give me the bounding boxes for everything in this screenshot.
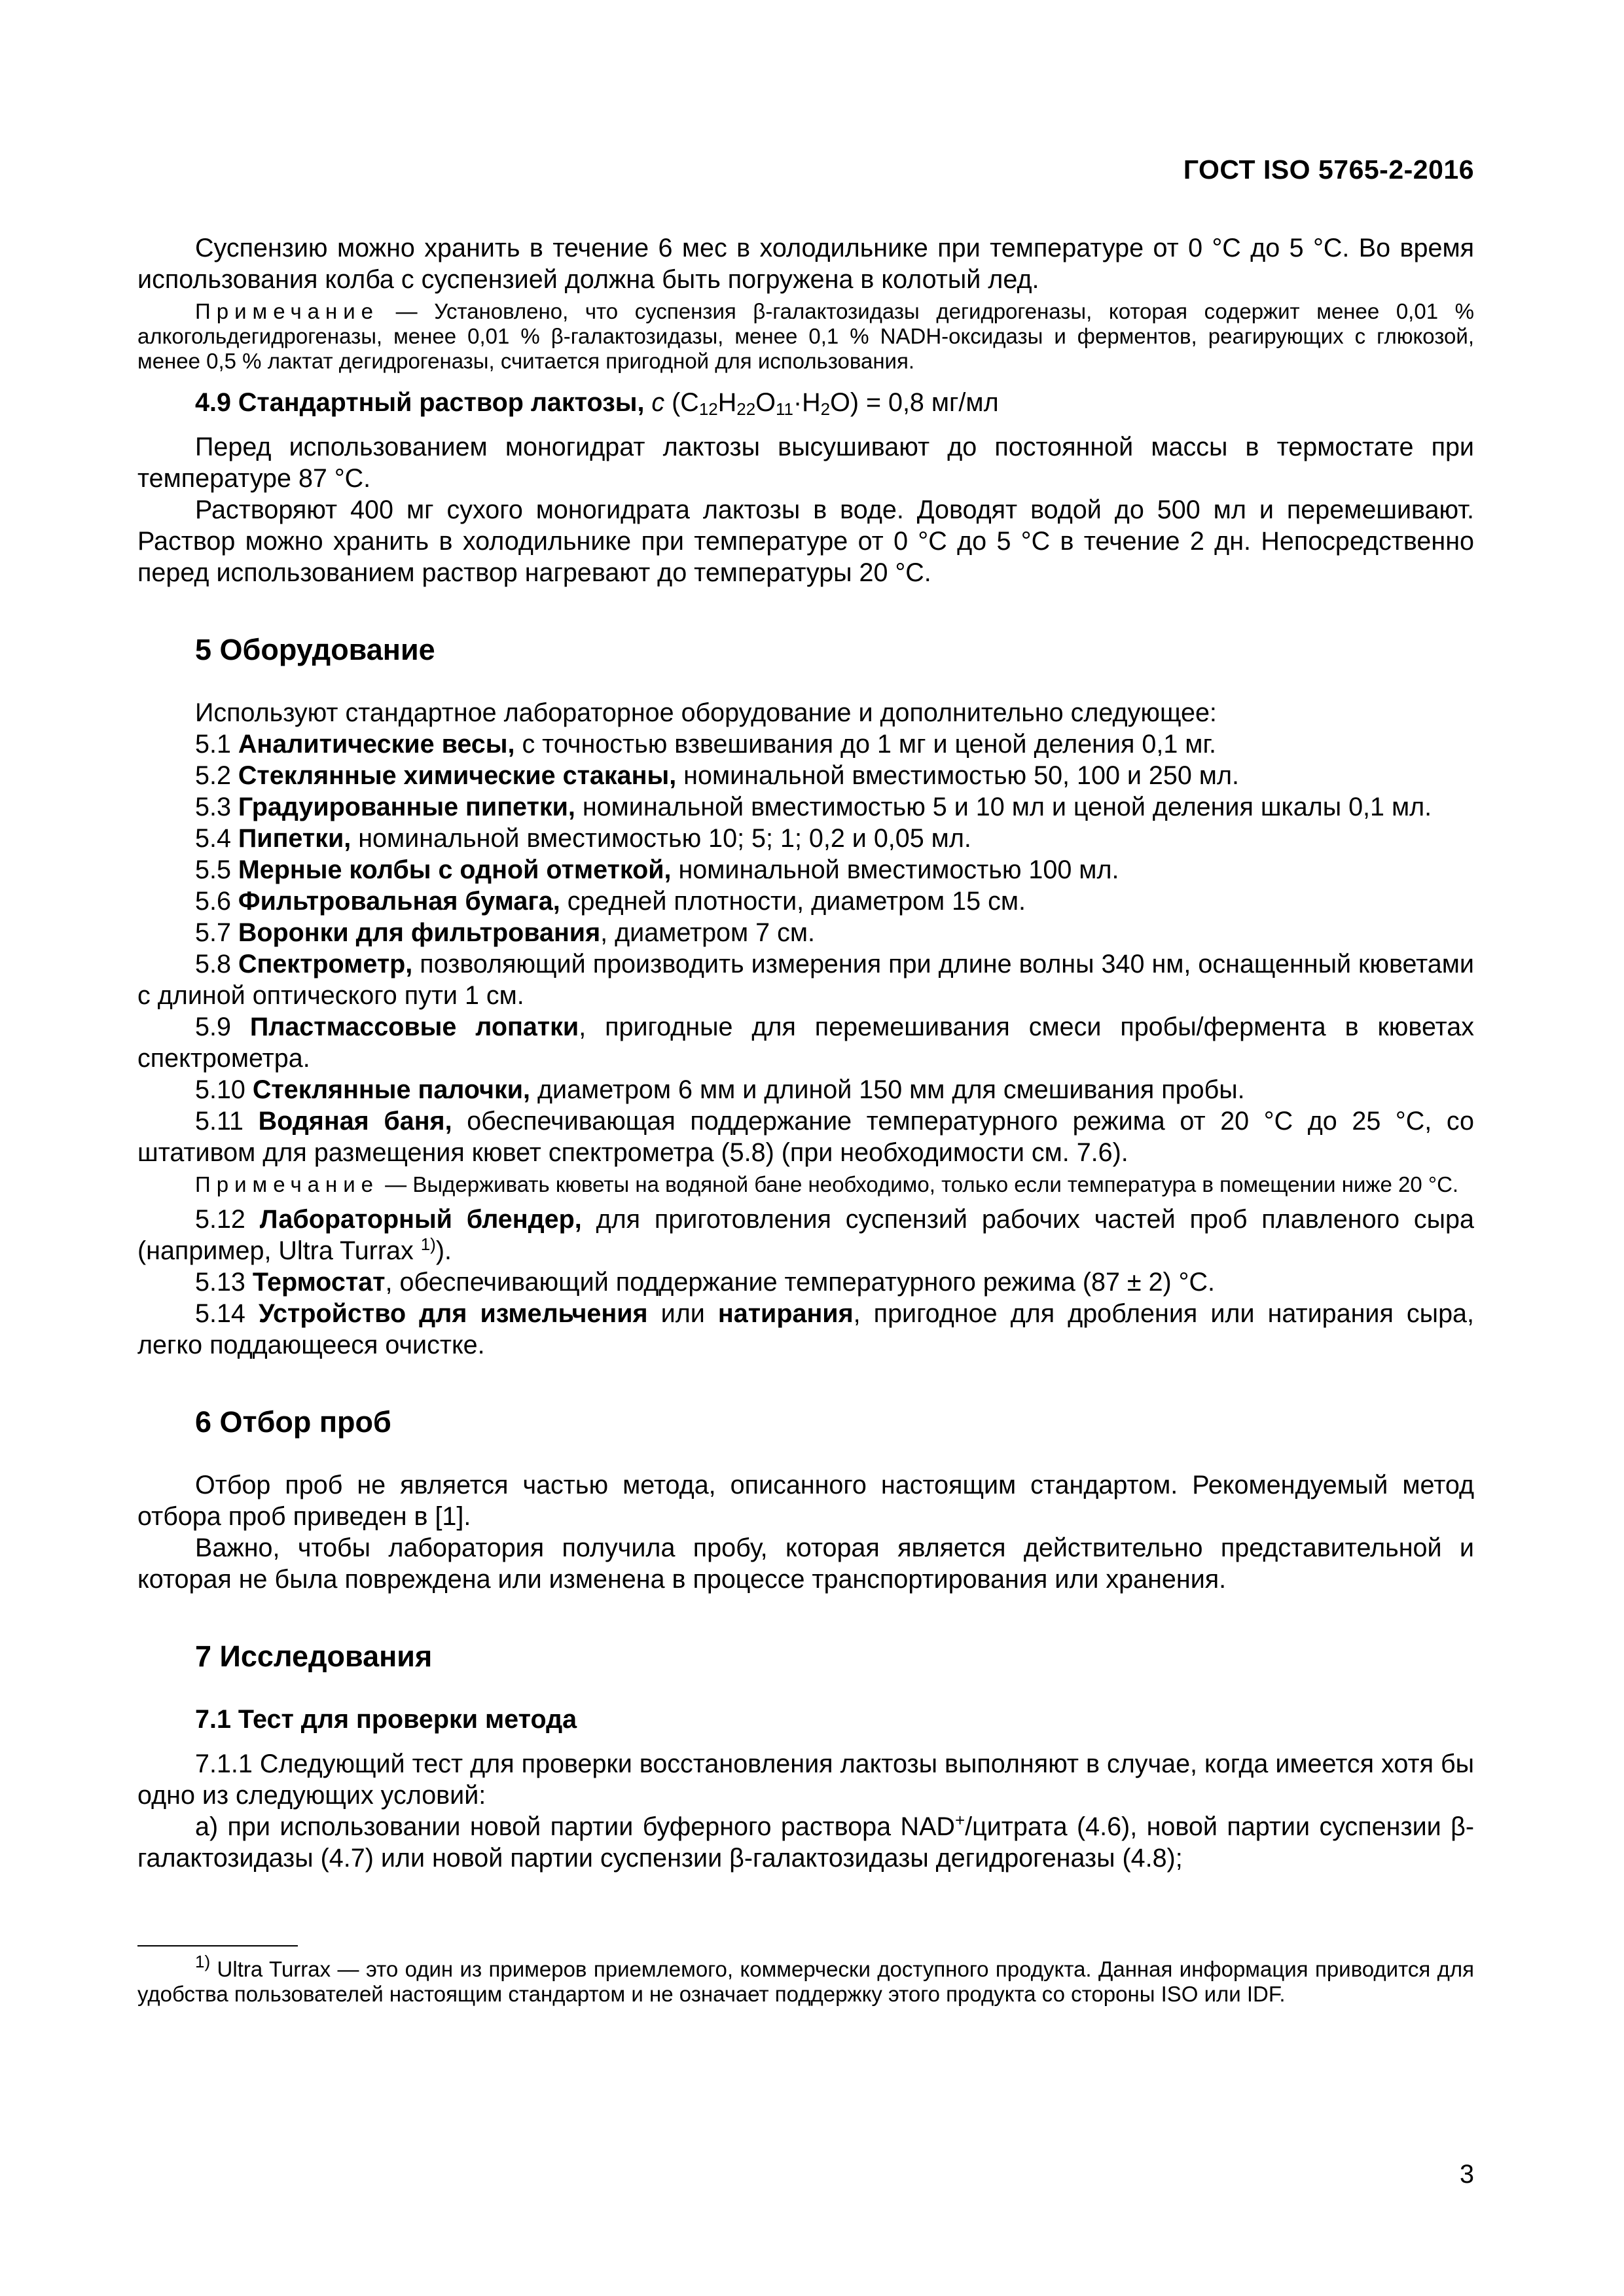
section-5-heading	[195, 633, 1474, 667]
footnote	[137, 1952, 1474, 2007]
formula-sub: 22	[736, 399, 756, 419]
note-text: — Выдерживать кюветы на водяной бане необходимо, только если температура в помещении ниже 20 °С.	[379, 1172, 1459, 1196]
paragraph: Отбор проб не является частью метода, описанного настоящим стандартом. Рекомендуемый метод отбора проб приведен в [1].	[137, 1471, 1474, 1531]
item-text: диаметром 6 мм и длиной 150 мм для смешивания пробы.	[530, 1075, 1245, 1104]
item-number: 5.11	[195, 1107, 259, 1136]
section-number: 6	[195, 1405, 212, 1439]
item-text: обеспечивающая поддержание температурного режима от 20 °С до 25 °С, со штативом для размещения кювет спектрометра (5.8) (при необходимости см. 7.6).	[137, 1107, 1474, 1167]
item-term: Лабораторный блендер,	[259, 1205, 582, 1234]
item-number: 5.10	[195, 1075, 253, 1104]
list-item	[137, 917, 1474, 948]
note	[137, 299, 1474, 374]
item-text: с точностью взвешивания до 1 мг и ценой деления 0,1 мг.	[514, 730, 1217, 759]
section-6-heading	[195, 1405, 1474, 1439]
item-number: 5.8	[195, 950, 238, 978]
list-item	[137, 760, 1474, 791]
item-number: 5.3	[195, 793, 238, 821]
paragraph: Важно, чтобы лаборатория получила пробу, которая является действительно представительной и которая не была повреждена или изменена в процессе транспортирования или хранения.	[137, 1534, 1474, 1594]
item-text: , обеспечивающий поддержание температурного режима (87 ± 2) °С.	[385, 1268, 1215, 1297]
item-text: номинальной вместимостью 10; 5; 1; 0,2 и 0,05 мл.	[351, 824, 971, 853]
list-item	[137, 1266, 1474, 1298]
item-text: номинальной вместимостью 50, 100 и 250 мл.	[676, 761, 1239, 790]
item-number: 5.2	[195, 761, 238, 790]
paragraph: Используют стандартное лабораторное оборудование и дополнительно следующее:	[195, 698, 1217, 727]
list-item	[137, 948, 1474, 1011]
standard-number: ГОСТ ISO 5765-2-2016	[1183, 154, 1474, 185]
item-term: Стеклянные химические стаканы,	[238, 761, 677, 790]
paragraph: Перед использованием моногидрат лактозы высушивают до постоянной массы в термостате при температуре 87 °С.	[137, 433, 1474, 493]
item-term: Аналитические весы,	[238, 730, 515, 759]
section-title: Отбор проб	[219, 1405, 391, 1439]
item-number: 5.13	[195, 1268, 253, 1297]
item-text: /цитрата (4.6), новой партии суспензии β-галактозидазы (4.7) или новой партии суспензии β-галактозидазы дегидрогеназы (4.8);	[137, 1812, 1474, 1873]
item-term: Фильтровальная бумага,	[238, 887, 560, 916]
superscript: +	[954, 1810, 965, 1830]
list-item	[137, 1105, 1474, 1168]
section-title: 4.9 Стандартный раствор лактозы,	[195, 388, 645, 417]
formula-sub: 2	[820, 399, 831, 419]
section-number: 5	[195, 633, 212, 666]
item-text: номинальной вместимостью 100 мл.	[671, 855, 1119, 884]
item-term: Мерные колбы с одной отметкой,	[238, 855, 672, 884]
item-term: Воронки для фильтрования	[238, 918, 601, 947]
section-7-heading	[195, 1640, 1474, 1674]
item-number: 5.4	[195, 824, 238, 853]
document-page	[137, 0, 1474, 2296]
footnote-mark: 1)	[195, 1952, 211, 1971]
section-4-9-heading	[137, 387, 1474, 418]
item-term: Спектрометр,	[238, 950, 413, 978]
item-text: для приготовления суспензий рабочих частей проб плавленого сыра (например, Ultra Turrax	[137, 1205, 1474, 1265]
section-title: Оборудование	[219, 633, 435, 666]
paragraph: Растворяют 400 мг сухого моногидрата лактозы в воде. Доводят водой до 500 мл и перемешивают. Раствор можно хранить в холодильнике при температуре от 0 °С до 5 °С в течение 2 дн. Непосредственно перед использованием раствор нагревают до температуры 20 °С.	[137, 495, 1474, 587]
item-term: Пластмассовые лопатки	[249, 1013, 579, 1041]
item-number: 5.7	[195, 918, 238, 947]
formula-part: ·H	[793, 388, 821, 417]
item-number: 5.14	[195, 1299, 259, 1328]
paragraph: Суспензию можно хранить в течение 6 мес в холодильнике при температуре от 0 °С до 5 °С. Во время использования колба с суспензией должна быть погружена в колотый лед.	[137, 234, 1474, 294]
item-term: Стеклянные палочки,	[252, 1075, 530, 1104]
item-text: ).	[435, 1236, 452, 1265]
list-item	[137, 823, 1474, 854]
item-term: Водяная баня,	[258, 1107, 452, 1136]
item-term: Устройство для измельчения	[258, 1299, 648, 1328]
formula-sub: 11	[775, 399, 793, 419]
formula-symbol: c	[651, 388, 665, 417]
formula-part: O	[755, 388, 776, 417]
paragraph: 7.1.1 Следующий тест для проверки восстановления лактозы выполняют в случае, когда имеется хотя бы одно из следующих условий:	[137, 1749, 1474, 1810]
list-item	[137, 1074, 1474, 1105]
item-term: Пипетки,	[238, 824, 352, 853]
item-term: Термостат	[252, 1268, 386, 1297]
list-item	[137, 1811, 1474, 1874]
item-number: 5.5	[195, 855, 238, 884]
list-item	[137, 1298, 1474, 1361]
note-label: Примечание	[195, 299, 380, 323]
subsection-7-1-heading: 7.1 Тест для проверки метода	[195, 1705, 577, 1734]
item-text: номинальной вместимостью 5 и 10 мл и ценой деления шкалы 0,1 мл.	[575, 793, 1432, 821]
footnote-text: Ultra Turrax — это один из примеров приемлемого, коммерчески доступного продукта. Данная информация приводится для удобства пользователей настоящим стандартом и не означает поддержку этого продукта со стороны ISO или IDF.	[137, 1957, 1474, 2006]
item-text: , пригодное для дробления или натирания сыра, легко поддающееся очистке.	[137, 1299, 1474, 1359]
note-text: — Установлено, что суспензия β-галактозидазы дегидрогеназы, которая содержит менее 0,01 % алкогольдегидрогеназы, менее 0,01 % β-галактозидазы, менее 0,1 % NADH-оксидазы и ферментов, реагирующих с глюкозой, менее 0,5 % лактат дегидрогеназы, считается пригодной для использования.	[137, 299, 1474, 373]
list-item	[137, 791, 1474, 823]
item-term: натирания	[717, 1299, 854, 1328]
item-text: или	[647, 1299, 718, 1328]
formula-part: (C	[664, 388, 699, 417]
page-body	[137, 232, 1474, 1874]
formula-sub: 12	[698, 399, 718, 419]
item-text: , диаметром 7 см.	[600, 918, 815, 947]
list-item	[137, 886, 1474, 917]
item-text: а) при использовании новой партии буферного раствора NAD	[195, 1812, 955, 1841]
item-number: 5.9	[195, 1013, 250, 1041]
note-label: Примечание	[195, 1172, 380, 1196]
list-item	[137, 1204, 1474, 1266]
item-number: 5.6	[195, 887, 238, 916]
formula-part: O) = 0,8 мг/мл	[830, 388, 999, 417]
formula-part: H	[717, 388, 737, 417]
item-term: Градуированные пипетки,	[238, 793, 575, 821]
footnote-ref: 1)	[420, 1234, 436, 1254]
item-text: , пригодные для перемешивания смеси пробы/фермента в кюветах спектрометра.	[137, 1013, 1474, 1073]
item-number: 5.1	[195, 730, 238, 759]
equipment-list	[137, 728, 1474, 1168]
list-item	[137, 854, 1474, 886]
item-text: позволяющий производить измерения при длине волны 340 нм, оснащенный кюветами с длиной оптического пути 1 см.	[137, 950, 1474, 1010]
list-item	[137, 1011, 1474, 1074]
list-item	[137, 728, 1474, 760]
page-number: 3	[1460, 2160, 1474, 2189]
note	[137, 1172, 1474, 1197]
footnote-separator	[137, 1945, 298, 1946]
section-number: 7	[195, 1640, 212, 1673]
item-text: средней плотности, диаметром 15 см.	[560, 887, 1026, 916]
section-title: Исследования	[219, 1640, 433, 1673]
item-number: 5.12	[195, 1205, 260, 1234]
